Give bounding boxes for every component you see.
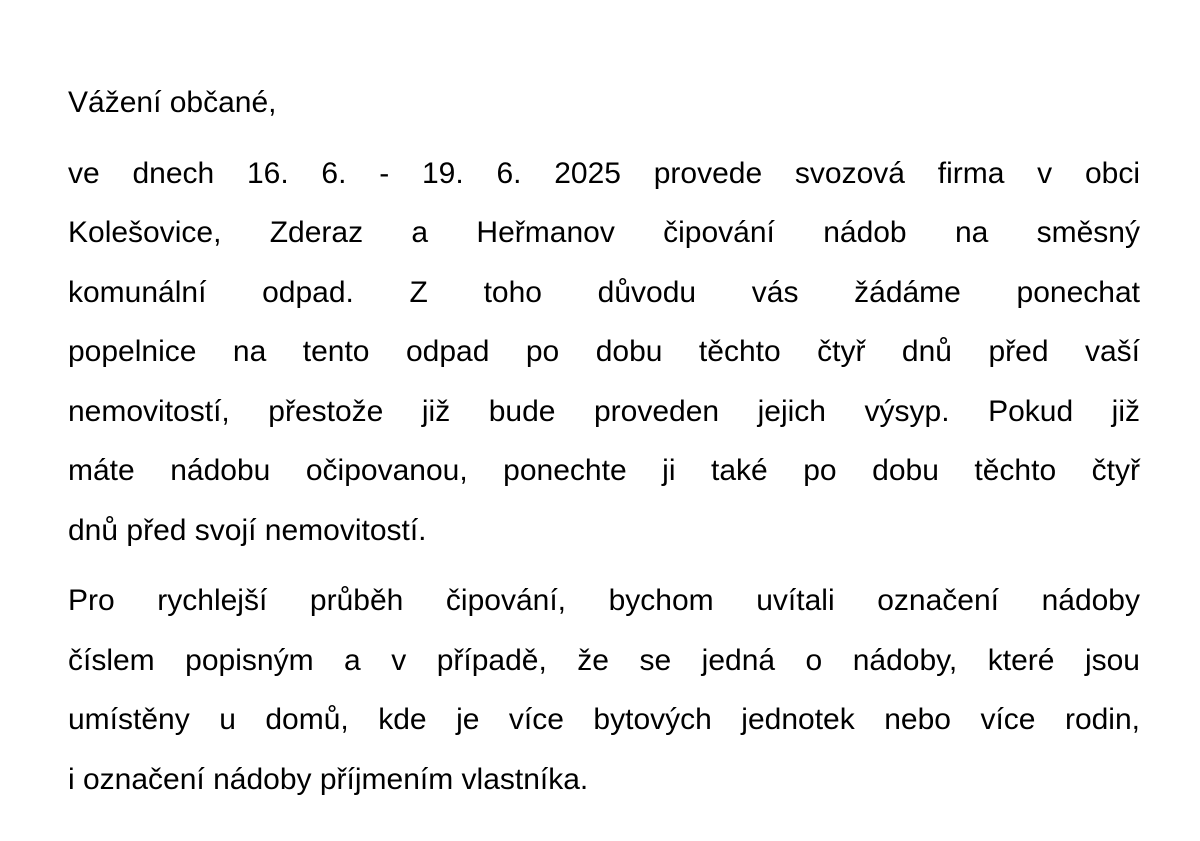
text-line: umístěny u domů, kde je více bytových jednotek nebo více rodin, xyxy=(68,703,1140,736)
text-line: i označení nádoby příjmením vlastníka. xyxy=(68,762,589,796)
notice-document xyxy=(68,73,1140,820)
greeting-paragraph xyxy=(68,73,1140,133)
text-line: Kolešovice, Zderaz a Heřmanov čipování nádob na směsný xyxy=(68,216,1140,249)
text-line: komunální odpad. Z toho důvodu vás žádáme ponechat xyxy=(68,275,1140,309)
text-line: Pro rychlejší průběh čipování, bychom uvítali označení nádoby xyxy=(68,584,1140,617)
text-line: máte nádobu očipovanou, ponechte ji také po dobu těchto čtyř xyxy=(68,454,1140,487)
text-line: ve dnech 16. 6. - 19. 6. 2025 provede svozová firma v obci xyxy=(68,156,1140,190)
text-line: nemovitostí, přestože již bude proveden jejich výsyp. Pokud již xyxy=(68,394,1140,428)
text-line: popelnice na tento odpad po dobu těchto čtyř dnů před vaší xyxy=(68,335,1140,368)
greeting: Vážení občané, xyxy=(68,86,277,119)
paragraph-labeling-request xyxy=(68,571,1140,809)
paragraph-chipping-dates xyxy=(68,144,1140,561)
text-line: číslem popisným a v případě, že se jedná o nádoby, které jsou xyxy=(68,643,1140,677)
text-line: dnů před svojí nemovitostí. xyxy=(68,513,427,547)
